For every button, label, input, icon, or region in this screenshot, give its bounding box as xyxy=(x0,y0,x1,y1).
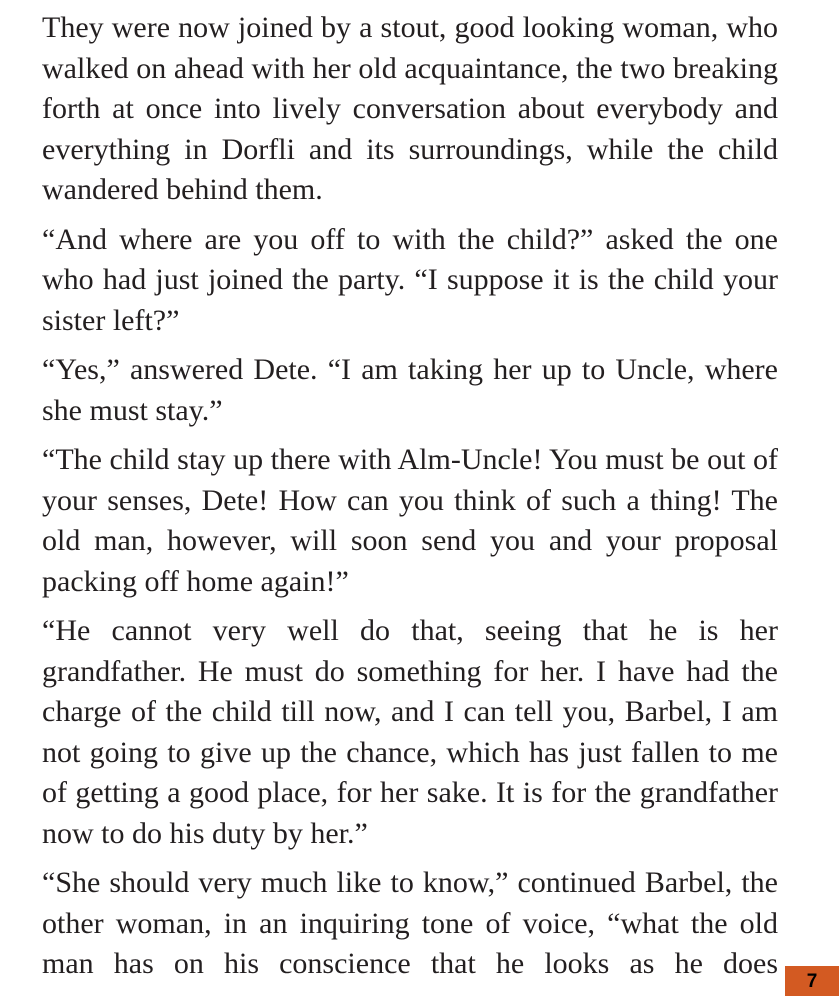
paragraph-3: “Yes,” answered Dete. “I am taking her up to Uncle, where she must stay.” xyxy=(42,353,778,427)
book-page-text xyxy=(42,8,778,985)
paragraph-2: “And where are you off to with the child?” asked the one who had just joined the party. “I suppose it is the child your sister left?” xyxy=(42,222,778,337)
paragraph-5: “He cannot very well do that, seeing that he is her grandfather. He must do something for her. I have had the charge of the child till now, and I can tell you, Barbel, I am not going to give up the chance, which has just fallen to me of getting a good place, for her sake. It is for the grandfather now to do his duty by her.” xyxy=(42,614,778,850)
paragraph-6: “She should very much like to know,” continued Barbel, the other woman, in an inquiring tone of voice, “what the old man has on his conscience that he looks as he does xyxy=(42,866,778,980)
paragraph-4: “The child stay up there with Alm-Uncle! You must be out of your senses, Dete! How can you think of such a thing! The old man, however, will soon send you and your proposal packing off home again!” xyxy=(42,443,778,598)
paragraph-1: They were now joined by a stout, good looking woman, who walked on ahead with her old acquaintance, the two breaking forth at once into lively conversation about everybody and everything in Dorfli and its surroundings, while the child wandered behind them. xyxy=(42,11,778,206)
page-number: 7 xyxy=(806,970,818,992)
page-number-badge xyxy=(785,966,839,996)
